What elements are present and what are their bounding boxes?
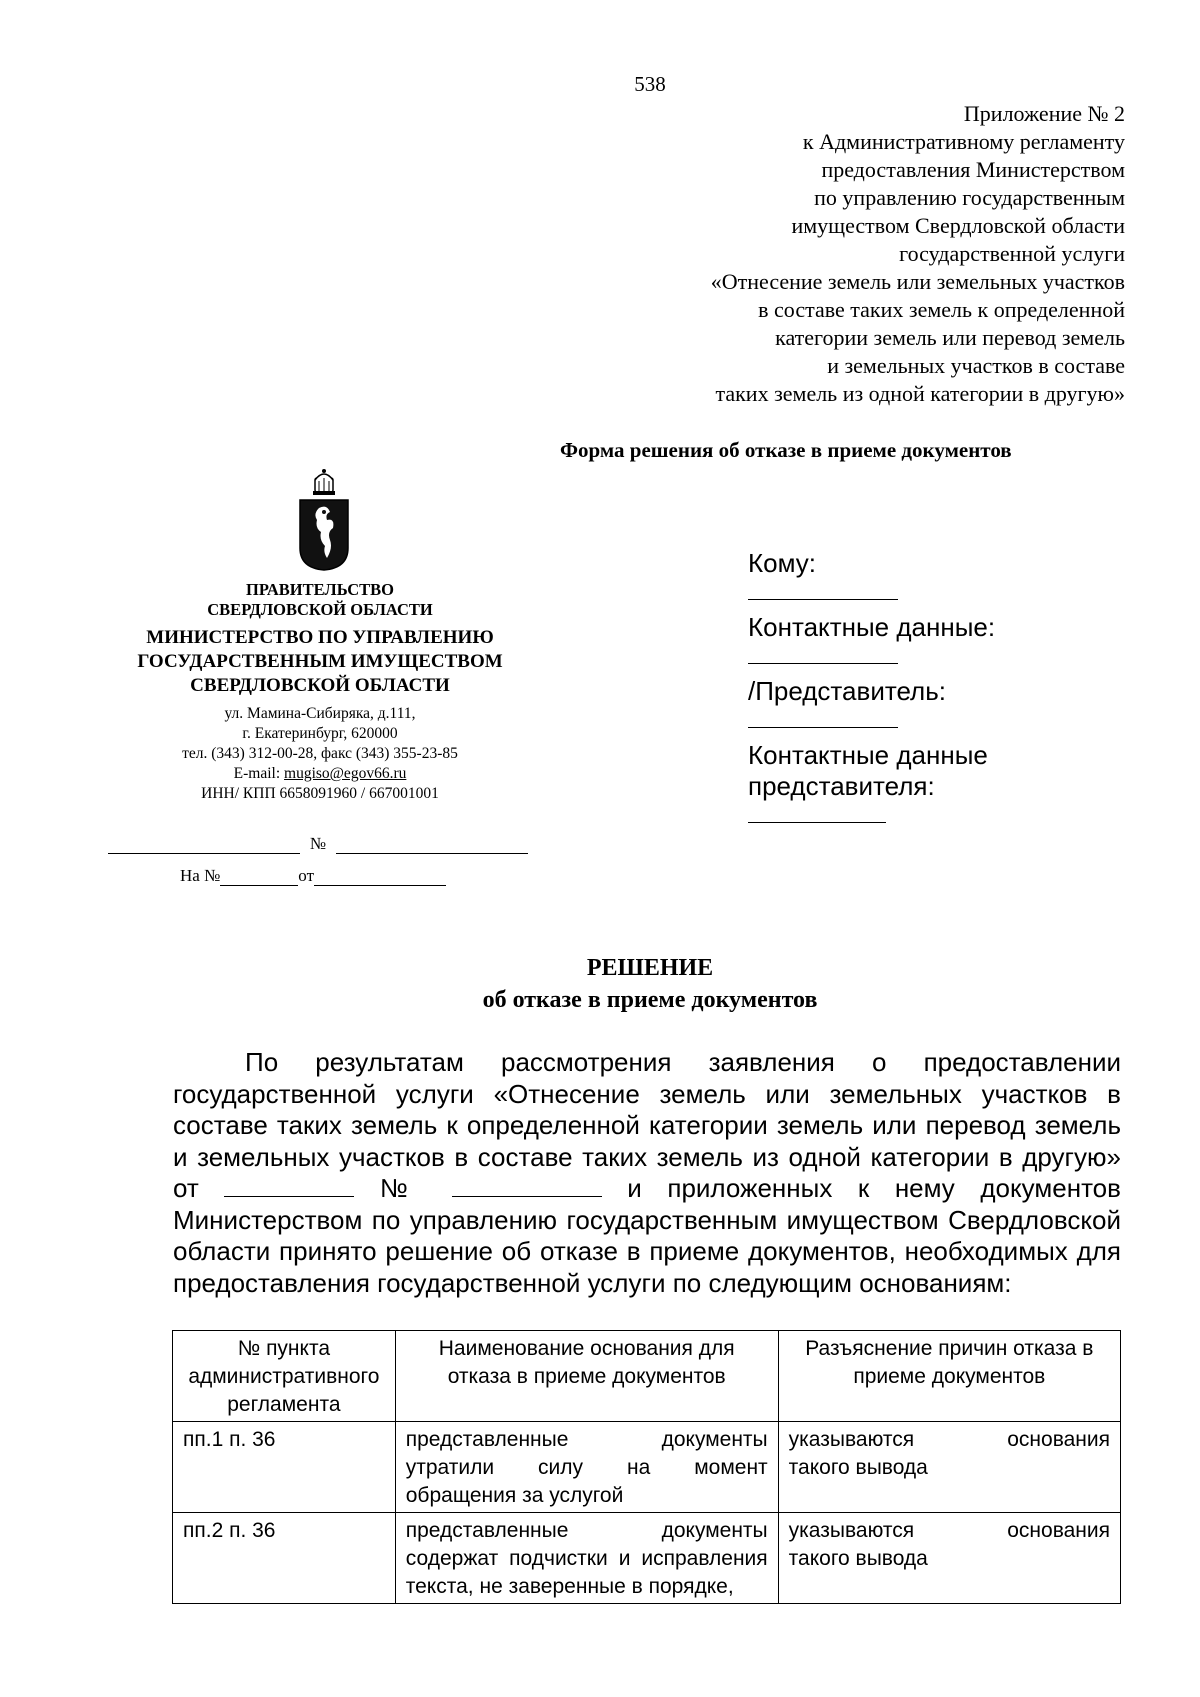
- government-name-line: СВЕРДЛОВСКОЙ ОБЛАСТИ: [207, 600, 433, 619]
- table-row: [173, 1422, 1121, 1513]
- representative-name-blank[interactable]: [748, 707, 898, 728]
- appendix-line: таких земель из одной категории в другую»: [715, 381, 1125, 406]
- number-sign: №: [379, 1173, 427, 1203]
- registration-date-number-line: [108, 833, 528, 854]
- header-clause: № пункта административного регламента: [173, 1331, 396, 1422]
- appendix-line: предоставления Министерством: [821, 157, 1125, 182]
- table-header-row: [173, 1331, 1121, 1422]
- explanation-rest: такого вывода: [788, 1456, 928, 1479]
- email-link[interactable]: mugiso@egov66.ru: [284, 765, 407, 782]
- representative-contacts-blank[interactable]: [748, 802, 886, 823]
- explanation-rest: такого вывода: [788, 1547, 928, 1570]
- to-label: Кому:: [748, 548, 816, 578]
- phone-fax-line: тел. (343) 312-00-28, факс (343) 355-23-85: [182, 745, 458, 762]
- refusal-grounds-table: [172, 1330, 1121, 1604]
- ministry-name-line: МИНИСТЕРСТВО ПО УПРАВЛЕНИЮ: [146, 627, 494, 648]
- explanation-word: основания: [1007, 1428, 1110, 1451]
- clause-cell: пп.2 п. 36: [173, 1513, 396, 1604]
- recipient-contacts-blank[interactable]: [748, 643, 898, 664]
- decision-heading: РЕШЕНИЕ: [586, 955, 714, 981]
- sverdlovsk-coat-of-arms-icon: [297, 468, 351, 572]
- reason-cell: представленные документы утратили силу на момент обращения за услугой: [395, 1422, 778, 1513]
- appendix-line: Приложение № 2: [963, 101, 1125, 126]
- application-date-blank[interactable]: [224, 1174, 354, 1197]
- reason-cell: представленные документы содержат подчистки и исправления текста, не заверенные в порядке,: [395, 1513, 778, 1604]
- appendix-line: и земельных участков в составе: [827, 353, 1125, 378]
- organization-contacts: [95, 704, 545, 804]
- representative-contacts-label: Контактные данные: [748, 740, 988, 770]
- appendix-header: [565, 100, 1125, 408]
- appendix-line: в составе таких земель к определенной: [758, 297, 1125, 322]
- government-name-line: ПРАВИТЕЛЬСТВО: [246, 580, 394, 599]
- appendix-line: к Административному регламенту: [802, 129, 1125, 154]
- page-number: 538: [634, 72, 666, 96]
- organization-block: [95, 580, 545, 804]
- header-reason: Наименование основания для отказа в приеме документов: [395, 1331, 778, 1422]
- table-row: [173, 1513, 1121, 1604]
- representative-label: /Представитель:: [748, 676, 946, 706]
- appendix-line: категории земель или перевод земель: [775, 325, 1125, 350]
- recipient-block: [748, 548, 1148, 835]
- application-number-blank[interactable]: [452, 1174, 602, 1197]
- registration-number-blank[interactable]: [336, 833, 528, 854]
- decision-title: [0, 952, 1200, 1016]
- inn-kpp-line: ИНН/ КПП 6658091960 / 667001001: [201, 785, 439, 802]
- address-line: г. Екатеринбург, 620000: [242, 725, 398, 742]
- clause-cell: пп.1 п. 36: [173, 1422, 396, 1513]
- explanation-cell: [778, 1422, 1120, 1513]
- email-label: E-mail:: [233, 765, 285, 782]
- ministry-name-line: СВЕРДЛОВСКОЙ ОБЛАСТИ: [190, 675, 450, 696]
- email-line: [95, 764, 545, 784]
- body-text-part2: и приложенных к нему документов Министерством по управлению государственным имуществом Свердловской области принято решение об отказе в приеме документов, необходимых для предоставления государственной услуги по следующим основаниям:: [173, 1173, 1121, 1298]
- appendix-line: «Отнесение земель или земельных участков: [710, 269, 1125, 294]
- decision-subheading: об отказе в приеме документов: [482, 987, 818, 1013]
- reference-date-blank[interactable]: [314, 867, 446, 886]
- form-title: Форма решения об отказе в приеме документов: [560, 438, 1012, 462]
- number-sign: №: [309, 834, 327, 853]
- explanation-word: основания: [1007, 1519, 1110, 1542]
- reference-number-blank[interactable]: [220, 867, 298, 886]
- crown-icon: [313, 469, 335, 495]
- explanation-cell: [778, 1513, 1120, 1604]
- body-text-part1: По результатам рассмотрения заявления о предоставлении государственной услуги «Отнесение земель или земельных участков в составе таких земель к определенной категории земель или перевод земель и земельных участков в составе таких земель из одной категории в другую» от: [173, 1047, 1121, 1203]
- on-no-label: На №: [180, 866, 221, 885]
- appendix-line: имуществом Свердловской области: [791, 213, 1125, 238]
- representative-contacts-label: представителя:: [748, 771, 935, 801]
- contacts-label: Контактные данные:: [748, 612, 996, 642]
- reply-reference-line: [180, 866, 446, 886]
- address-line: ул. Мамина-Сибиряка, д.111,: [224, 705, 416, 722]
- ministry-name: [95, 626, 545, 698]
- header-explanation: Разъяснение причин отказа в приеме документов: [778, 1331, 1120, 1422]
- registration-date-blank[interactable]: [108, 833, 300, 854]
- explanation-word: указываются: [788, 1428, 915, 1451]
- appendix-line: государственной услуги: [899, 241, 1125, 266]
- explanation-word: указываются: [788, 1519, 915, 1542]
- recipient-name-blank[interactable]: [748, 579, 898, 600]
- government-name: [95, 580, 545, 620]
- ministry-name-line: ГОСУДАРСТВЕННЫМ ИМУЩЕСТВОМ: [137, 651, 503, 672]
- appendix-line: по управлению государственным: [814, 185, 1125, 210]
- shield-icon: [300, 500, 348, 570]
- decision-body-paragraph: [173, 1047, 1121, 1299]
- from-label: от: [298, 866, 315, 885]
